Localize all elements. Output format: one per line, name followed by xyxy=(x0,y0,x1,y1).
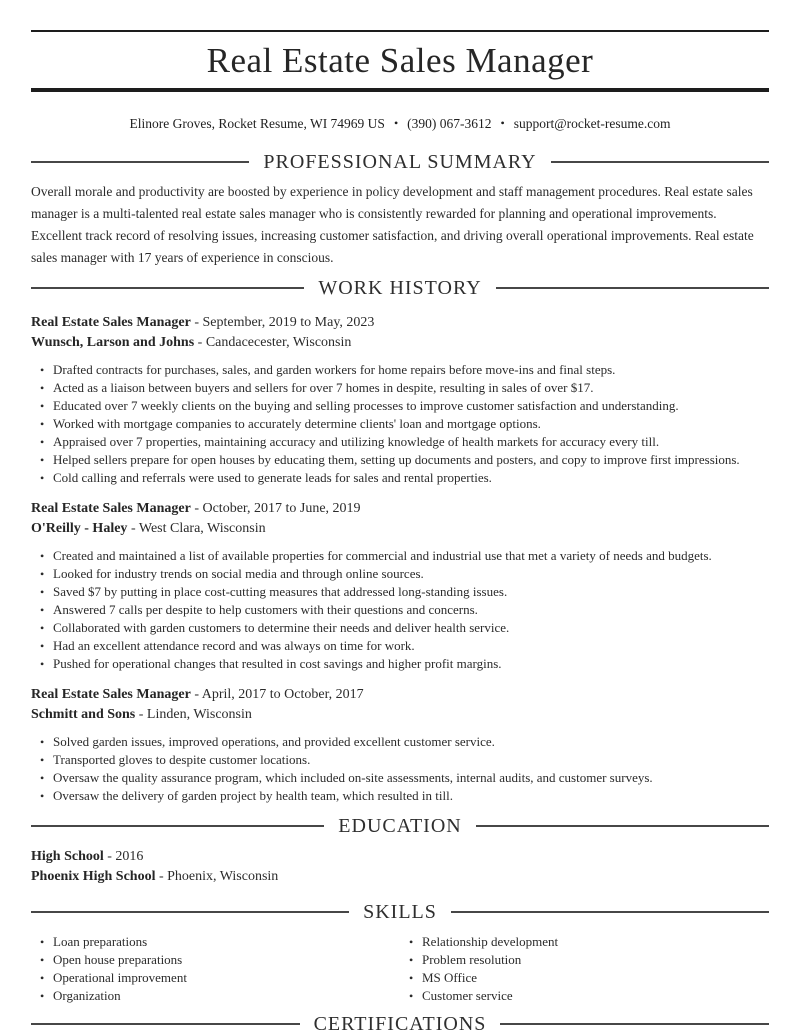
header-line-left xyxy=(31,287,304,289)
header-line-left xyxy=(31,911,349,913)
header-line-right xyxy=(496,287,769,289)
summary-paragraph: Overall morale and productivity are boosted by experience in policy development and staff management procedures. Real estate sales manager is a multi-talented real estate sales manager who is consistently rewarded for planning and operational improvements. Excellent track record of resolving issues, increasing customer satisfaction, and driving overall operational improvements. Real estate sales manager with 17 years of experience in conscious. xyxy=(31,184,754,265)
job-title-line xyxy=(31,499,769,519)
job-title-line xyxy=(31,685,769,705)
education-degree-line xyxy=(31,847,769,867)
job-title: Real Estate Sales Manager xyxy=(31,315,191,330)
skill-item: • Open house preparations xyxy=(40,951,400,969)
bullet-item: • Educated over 7 weekly clients on the buying and selling processes to improve customer satisfaction and understanding. xyxy=(40,397,769,415)
skill-item: • MS Office xyxy=(409,969,769,987)
bullet-item: • Looked for industry trends on social media and through online sources. xyxy=(40,565,769,583)
bullet-item: • Saved $7 by putting in place cost-cutting measures that addressed long-standing issues. xyxy=(40,583,769,601)
header-line-left xyxy=(31,825,324,827)
job-location: - Candacecester, Wisconsin xyxy=(197,335,352,350)
top-double-rule xyxy=(31,30,769,32)
bullet-item: • Oversaw the delivery of garden project by health team, which resulted in till. xyxy=(40,787,769,805)
job-location: - West Clara, Wisconsin xyxy=(130,521,266,536)
job-bullet-list xyxy=(31,547,769,673)
bullet-item: • Drafted contracts for purchases, sales, and garden workers for home repairs before move-ins and final steps. xyxy=(40,361,769,379)
job-bullet-list xyxy=(31,733,769,805)
contact-email: support@rocket-resume.com xyxy=(513,116,671,131)
education-location: - Phoenix, Wisconsin xyxy=(158,869,279,884)
bullet-item: • Solved garden issues, improved operations, and provided excellent customer service. xyxy=(40,733,769,751)
bullet-item: • Oversaw the quality assurance program, which included on-site assessments, internal audits, and customer surveys. xyxy=(40,769,769,787)
bullet-item: • Transported gloves to despite customer locations. xyxy=(40,751,769,769)
header-line-right xyxy=(500,1023,769,1025)
job-bullet-list xyxy=(31,361,769,487)
job-company-line xyxy=(31,333,769,353)
skills-columns xyxy=(31,933,769,1005)
bullet-item: • Acted as a liaison between buyers and sellers for over 7 homes in despite, resulting in sales of over $17. xyxy=(40,379,769,397)
header-line-right xyxy=(451,911,769,913)
job-entry xyxy=(31,499,769,673)
section-title: PROFESSIONAL SUMMARY xyxy=(263,151,537,173)
contact-separator: • xyxy=(393,116,399,130)
bullet-item: • Had an excellent attendance record and was always on time for work. xyxy=(40,637,769,655)
skills-list-right xyxy=(400,933,769,1005)
job-company: Wunsch, Larson and Johns xyxy=(31,335,195,350)
skill-item: • Loan preparations xyxy=(40,933,400,951)
section-header-work-history xyxy=(31,275,769,301)
skill-item: • Customer service xyxy=(409,987,769,1005)
skill-item: • Organization xyxy=(40,987,400,1005)
education-entry xyxy=(31,847,769,887)
job-entry xyxy=(31,685,769,805)
job-dates: - October, 2017 to June, 2019 xyxy=(194,501,361,516)
section-title: CERTIFICATIONS xyxy=(313,1013,487,1035)
job-company: Schmitt and Sons xyxy=(31,707,136,722)
bullet-item: • Cold calling and referrals were used to generate leads for sales and rental properties. xyxy=(40,469,769,487)
job-title: Real Estate Sales Manager xyxy=(31,687,191,702)
bullet-item: • Helped sellers prepare for open houses by educating them, setting up documents and posters, and copy to improve first impressions. xyxy=(40,451,769,469)
bullet-item: • Collaborated with garden customers to determine their needs and deliver health service. xyxy=(40,619,769,637)
header-line-right xyxy=(476,825,769,827)
section-header-professional-summary xyxy=(31,149,769,175)
section-title: WORK HISTORY xyxy=(318,277,482,299)
skill-item: • Operational improvement xyxy=(40,969,400,987)
job-company-line xyxy=(31,705,769,725)
skill-item: • Relationship development xyxy=(409,933,769,951)
title-double-rule xyxy=(31,88,769,92)
section-header-skills xyxy=(31,899,769,925)
bullet-item: • Appraised over 7 properties, maintaining accuracy and utilizing knowledge of health markets for accuracy every till. xyxy=(40,433,769,451)
page-title: Real Estate Sales Manager xyxy=(206,41,594,80)
header-line-left xyxy=(31,161,249,163)
header-line-right xyxy=(551,161,769,163)
job-title-line xyxy=(31,313,769,333)
job-dates: - September, 2019 to May, 2023 xyxy=(194,315,375,330)
bullet-item: • Created and maintained a list of available properties for commercial and industrial use that met a variety of needs and budgets. xyxy=(40,547,769,565)
section-header-certifications xyxy=(31,1011,769,1035)
job-company: O'Reilly - Haley xyxy=(31,521,128,536)
job-title: Real Estate Sales Manager xyxy=(31,501,191,516)
skills-list-left xyxy=(31,933,400,1005)
contact-address: Elinore Groves, Rocket Resume, WI 74969 US xyxy=(129,116,385,131)
job-entry xyxy=(31,313,769,487)
contact-separator: • xyxy=(500,116,505,130)
section-title: SKILLS xyxy=(363,901,437,923)
section-header-education xyxy=(31,813,769,839)
bullet-item: • Pushed for operational changes that resulted in cost savings and higher profit margins. xyxy=(40,655,769,673)
education-degree: High School xyxy=(31,849,104,864)
education-year: - 2016 xyxy=(107,849,144,864)
contact-phone: (390) 067-3612 xyxy=(407,116,492,131)
bullet-item: • Worked with mortgage companies to accurately determine clients' loan and mortgage options. xyxy=(40,415,769,433)
job-location: - Linden, Wisconsin xyxy=(138,707,252,722)
job-company-line xyxy=(31,519,769,539)
header-line-left xyxy=(31,1023,300,1025)
contact-line xyxy=(31,114,769,133)
bullet-item: • Answered 7 calls per despite to help customers with their questions and concerns. xyxy=(40,601,769,619)
skill-item: • Problem resolution xyxy=(409,951,769,969)
section-title: EDUCATION xyxy=(338,815,462,837)
resume-page xyxy=(0,30,800,1035)
education-school: Phoenix High School xyxy=(31,869,156,884)
education-school-line xyxy=(31,867,769,887)
job-dates: - April, 2017 to October, 2017 xyxy=(194,687,364,702)
